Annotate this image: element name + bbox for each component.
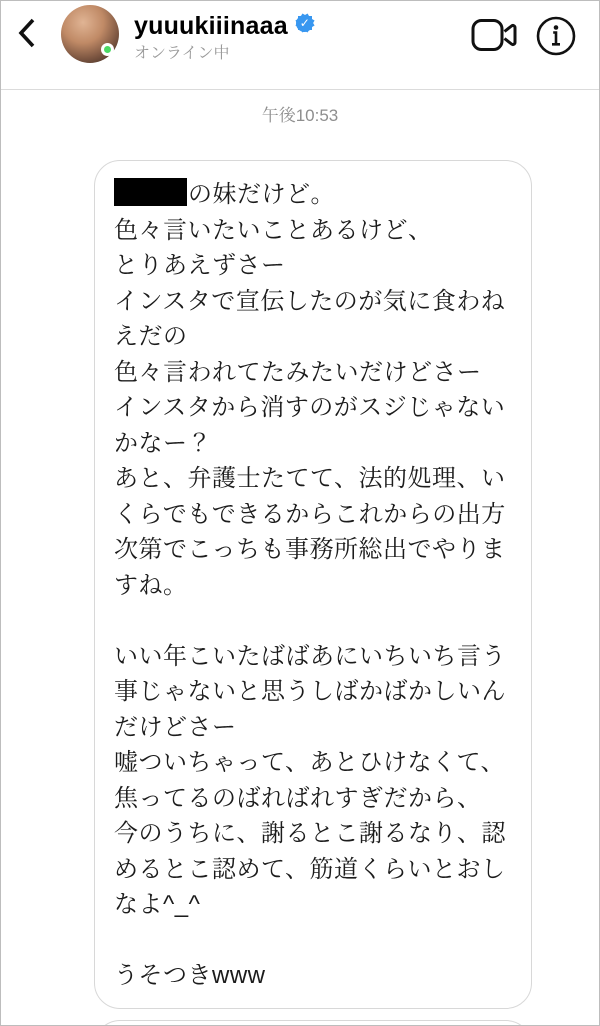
info-button[interactable] <box>535 15 577 57</box>
dm-header <box>1 1 599 90</box>
message-line: 色々言われてたみたいだけどさー <box>114 358 482 386</box>
message-line: かなー？ <box>114 429 212 457</box>
message-line: だけどさー <box>114 713 237 741</box>
message-line <box>114 923 512 959</box>
video-call-icon <box>471 17 517 53</box>
message-line: 今のうちに、謝るとこ謝るなり、認 <box>114 820 506 847</box>
next-message-bubble-partial[interactable] <box>94 1020 532 1026</box>
message-timestamp: 午後10:53 <box>261 106 339 125</box>
online-status-dot <box>101 43 114 56</box>
redaction-box <box>114 178 187 206</box>
message-body <box>114 177 512 994</box>
message-line: 事じゃないと思うしばかばかしいん <box>114 678 506 705</box>
message-line: 色々言いたいことあるけど、 <box>114 216 433 244</box>
avatar[interactable] <box>61 5 119 63</box>
message-line <box>114 603 512 639</box>
message-line: めるとこ認めて、筋道くらいとおし <box>114 855 506 883</box>
online-status-label: オンライン中 <box>134 45 230 62</box>
message-line: えだの <box>114 323 188 350</box>
message-line: 嘘ついちゃって、あとひけなくて、 <box>114 749 506 776</box>
message-line: インスタから消すのがスジじゃない <box>114 394 506 421</box>
message-line: なよ^_^ <box>114 891 201 918</box>
message-line: あと、弁護士たてて、法的処理、い <box>114 465 506 492</box>
message-line: インスタで宣伝したのが気に食わね <box>114 287 506 315</box>
back-button[interactable] <box>15 17 39 49</box>
chevron-left-icon <box>15 17 39 49</box>
verified-badge-icon: ✓ <box>295 13 315 33</box>
message-line: うそつきwww <box>114 962 266 989</box>
message-line: の妹だけど。 <box>114 177 512 213</box>
message-line: 次第でこっちも事務所総出でやりま <box>114 536 506 563</box>
message-line: くらでもできるからこれからの出方 <box>114 500 506 528</box>
conversation-title[interactable] <box>134 12 315 63</box>
message-bubble[interactable] <box>94 160 532 1009</box>
message-line: すね。 <box>114 571 188 599</box>
video-call-button[interactable] <box>471 17 517 53</box>
message-line: 焦ってるのばればれすぎだから、 <box>114 784 482 812</box>
message-line: いい年こいたばばあにいちいち言う <box>114 642 506 670</box>
username-text: yuuukiiinaaa <box>134 12 288 40</box>
info-circle-icon <box>535 15 577 57</box>
message-line: とりあえずさー <box>114 252 286 279</box>
